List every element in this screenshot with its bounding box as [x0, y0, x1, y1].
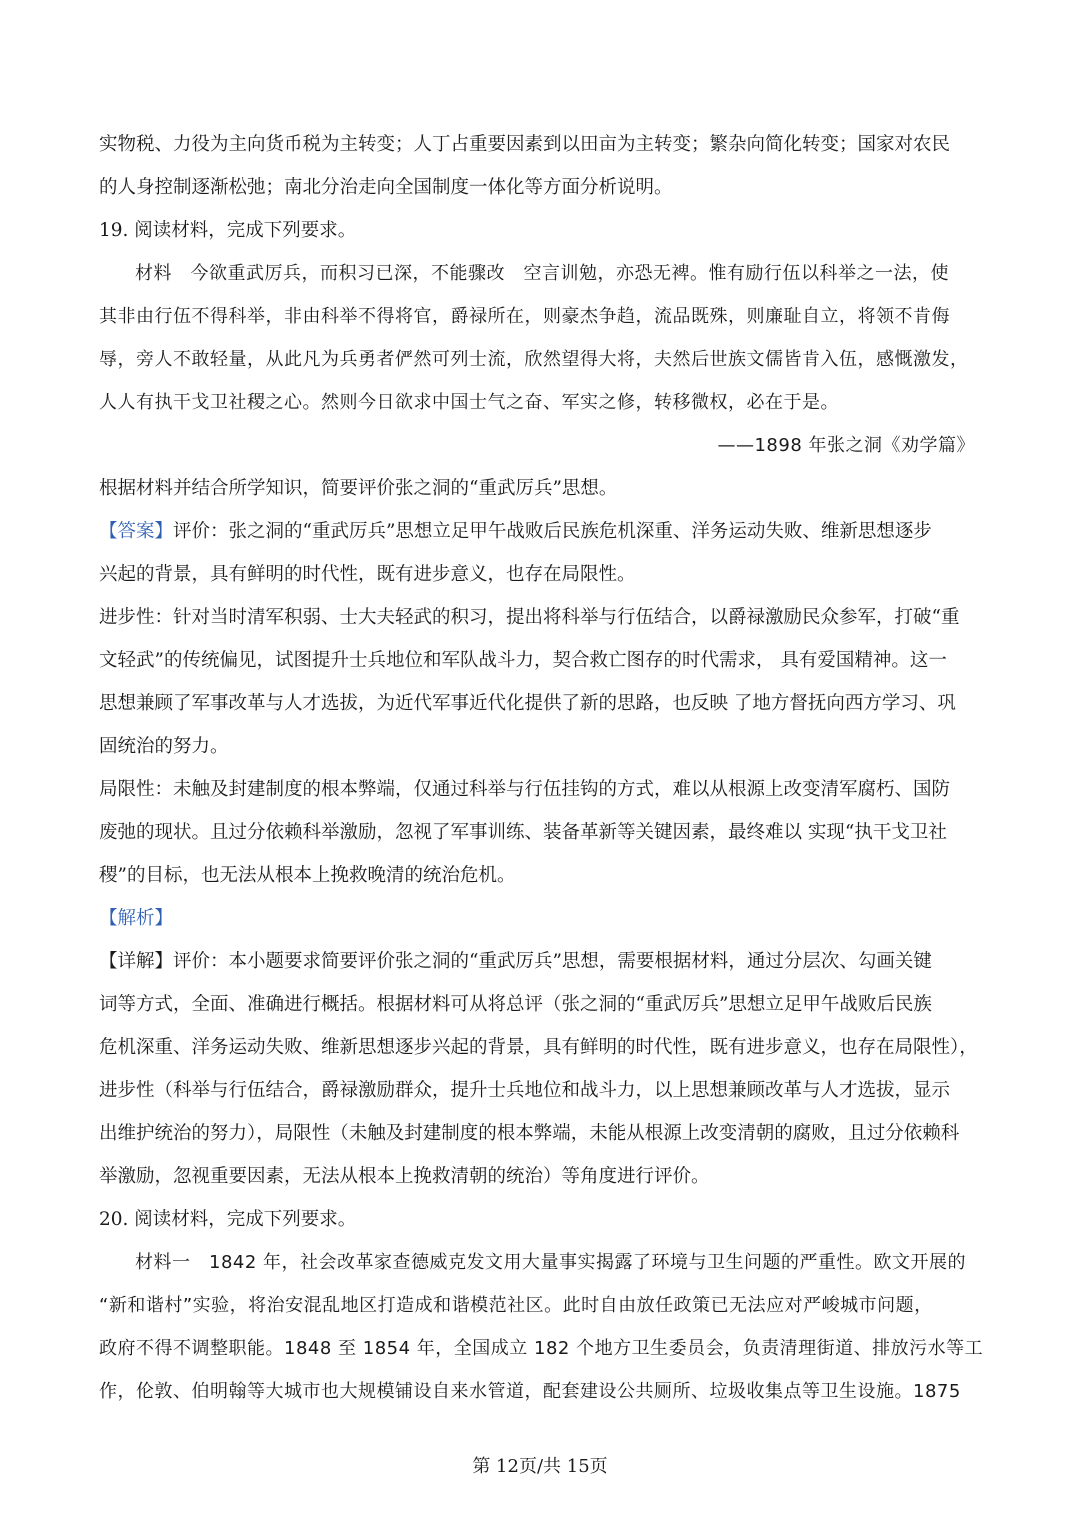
analysis-line: 进步性（科举与行伍结合，爵禄激励群众，提升士兵地位和战斗力，以上思想兼顾改革与人才选拔，显示 — [99, 1080, 951, 1101]
material-line: 材料一 1842 年，社会改革家查德威克发文用大量事实揭露了环境与卫生问题的严重性。欧文开展的 — [135, 1252, 967, 1273]
material-source: ——1898 年张之洞《劝学篇》 — [717, 435, 975, 456]
page-footer: 第 12页/共 15页 — [472, 1456, 608, 1477]
material-line: “新和谐村”实验，将治安混乱地区打造成和谐模范社区。此时自由放任政策已无法应对严峻城市问题， — [99, 1295, 933, 1316]
answer-line: 思想兼顾了军事改革与人才选拔，为近代军事近代化提供了新的思路，也反映 了地方督抚向西方学习、巩 — [99, 693, 956, 714]
answer-line-1 — [99, 520, 989, 544]
answer-line: 兴起的背景，具有鲜明的时代性，既有进步意义，也存在局限性。 — [99, 564, 636, 585]
text-line: 的人身控制逐渐松弛；南北分治走向全国制度一体化等方面分析说明。 — [99, 177, 673, 198]
answer-text: 评价：张之洞的“重武厉兵”思想立足甲午战败后民族危机深重、洋务运动失败、维新思想逐步 — [173, 521, 932, 542]
material-line: 其非由行伍不得科举，非由科举不得将官，爵禄所在，则豪杰争趋，流品既殊，则廉耻自立，将领不肯侮 — [99, 306, 950, 327]
question-19-heading: 19. 阅读材料，完成下列要求。 — [99, 220, 357, 241]
material-line: 材料 今欲重武厉兵，而积习已深，不能骤改 空言训勉，亦恐无裨。惟有励行伍以科举之一法，使 — [135, 263, 949, 284]
answer-line: 固统治的努力。 — [99, 736, 229, 757]
answer-line: 进步性：针对当时清军积弱、士大夫轻武的积习，提出将科举与行伍结合，以爵禄激励民众参军，打破“重 — [99, 607, 960, 628]
analysis-line: 举激励，忽视重要因素，无法从根本上挽救清朝的统治）等角度进行评价。 — [99, 1166, 710, 1187]
question-prompt: 根据材料并结合所学知识，简要评价张之洞的“重武厉兵”思想。 — [99, 478, 618, 499]
answer-line: 文轻武”的传统偏见，试图提升士兵地位和军队战斗力，契合救亡图存的时代需求， 具有爱国精神。这一 — [99, 650, 947, 671]
answer-line: 稷”的目标，也无法从根本上挽救晚清的统治危机。 — [99, 865, 516, 886]
question-20-heading: 20. 阅读材料，完成下列要求。 — [99, 1209, 357, 1230]
analysis-line: 危机深重、洋务运动失败、维新思想逐步兴起的背景，具有鲜明的时代性，既有进步意义，也存在局限性）， — [99, 1037, 978, 1058]
material-line: 政府不得不调整职能。1848 至 1854 年，全国成立 182 个地方卫生委员会，负责清理街道、排放污水等工 — [99, 1338, 984, 1359]
analysis-line: 出维护统治的努力），局限性（未触及封建制度的根本弊端，未能从根源上改变清朝的腐败，且过分依赖科 — [99, 1123, 960, 1144]
analysis-line: 【详解】评价：本小题要求简要评价张之洞的“重武厉兵”思想，需要根据材料，通过分层次、勾画关键 — [99, 951, 932, 972]
answer-tag: 【答案】 — [99, 521, 174, 542]
analysis-line: 词等方式，全面、准确进行概括。根据材料可从将总评（张之洞的“重武厉兵”思想立足甲午战败后民族 — [99, 994, 932, 1015]
text-line: 实物税、力役为主向货币税为主转变；人丁占重要因素到以田亩为主转变；繁杂向简化转变；国家对农民 — [99, 134, 951, 155]
material-line: 辱，旁人不敢轻量，从此凡为兵勇者俨然可列士流，欣然望得大将，夫然后世族文儒皆肯入伍，感慨激发， — [99, 349, 969, 370]
material-line: 作，伦敦、伯明翰等大城市也大规模铺设自来水管道，配套建设公共厕所、垃圾收集点等卫生设施。1875 — [99, 1381, 961, 1402]
answer-line: 局限性：未触及封建制度的根本弊端，仅通过科举与行伍挂钩的方式，难以从根源上改变清军腐朽、国防 — [99, 779, 951, 800]
analysis-tag: 【解析】 — [99, 908, 174, 929]
material-line: 人人有执干戈卫社稷之心。然则今日欲求中国士气之奋、军实之修，转移微权，必在于是。 — [99, 392, 839, 413]
answer-line: 废弛的现状。且过分依赖科举激励，忽视了军事训练、装备革新等关键因素，最终难以 实现“执干戈卫社 — [99, 822, 947, 843]
